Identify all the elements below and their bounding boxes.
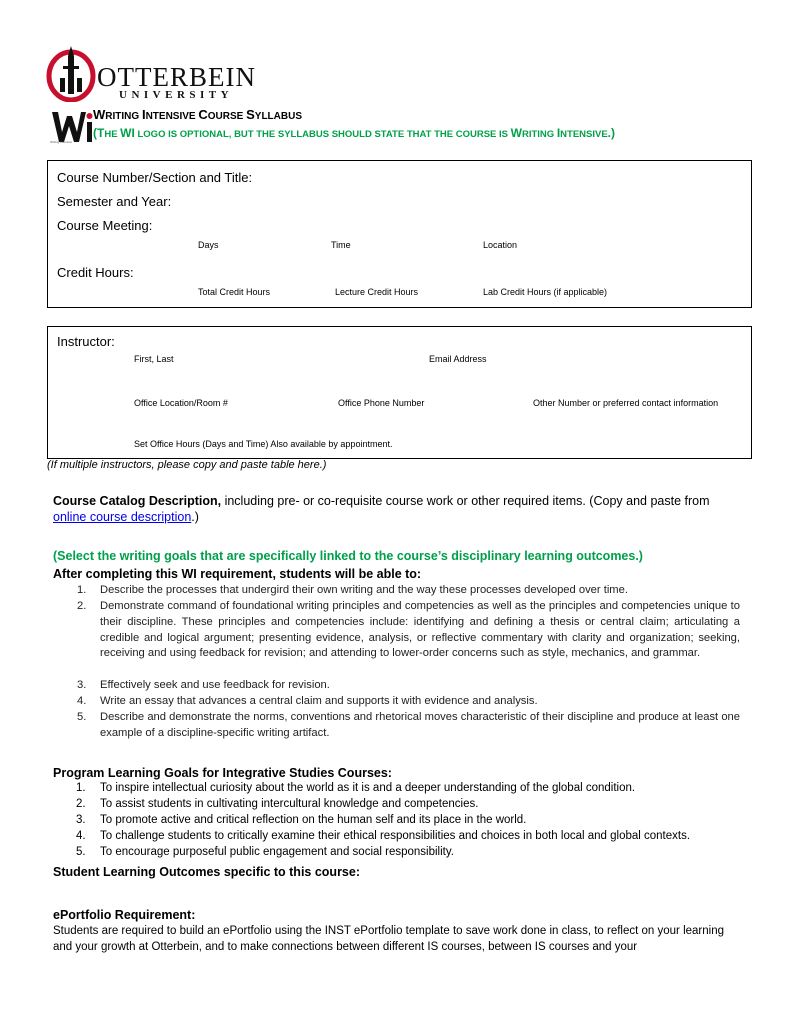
office-hours[interactable]: Set Office Hours (Days and Time) Also available by appointment. bbox=[134, 439, 393, 449]
list-item-number: 5. bbox=[77, 711, 87, 723]
total-credit-hours[interactable]: Total Credit Hours bbox=[198, 287, 271, 297]
meeting-time[interactable]: Time bbox=[331, 240, 351, 250]
course-number-label[interactable]: Course Number/Section and Title: bbox=[57, 170, 253, 185]
wi-logo-caption: Writing Intensive bbox=[50, 140, 73, 144]
program-goals-heading: Program Learning Goals for Integrative Studies Courses: bbox=[53, 766, 392, 780]
instructor-note: (If multiple instructors, please copy and paste table here.) bbox=[47, 459, 327, 471]
list-item-number: 2. bbox=[77, 600, 87, 612]
list-item: To inspire intellectual curiosity about the world as it is and a deeper understanding of the global condition. bbox=[100, 782, 636, 794]
instructor-info-box bbox=[47, 326, 752, 459]
slo-heading: Student Learning Outcomes specific to this course: bbox=[53, 865, 360, 879]
list-item: Effectively seek and use feedback for revision. bbox=[100, 679, 330, 691]
course-info-box bbox=[47, 160, 752, 308]
list-item-number: 3. bbox=[76, 814, 86, 826]
lecture-credit-hours[interactable]: Lecture Credit Hours bbox=[335, 287, 419, 297]
list-item-number: 4. bbox=[77, 695, 87, 707]
eportfolio-heading: ePortfolio Requirement: bbox=[53, 908, 196, 922]
otterbein-logo-icon bbox=[46, 44, 96, 102]
list-item: Write an essay that advances a central claim and supports it with evidence and analysis. bbox=[100, 695, 538, 707]
meeting-days[interactable]: Days bbox=[198, 240, 219, 250]
office-phone[interactable]: Office Phone Number bbox=[338, 398, 425, 408]
list-item: Describe the processes that undergird their own writing and the way these processes developed over time. bbox=[100, 584, 628, 596]
list-item-number: 1. bbox=[77, 584, 87, 596]
list-item: To encourage purposeful public engagement and social responsibility. bbox=[100, 846, 454, 858]
office-location[interactable]: Office Location/Room # bbox=[134, 398, 228, 408]
list-item-number: 2. bbox=[76, 798, 86, 810]
brand-name: OTTERBEIN bbox=[97, 62, 256, 92]
wi-logo-note: (THE WI LOGO IS OPTIONAL, BUT THE SYLLABUS SHOULD STATE THAT THE COURSE IS WRITING INTENSIVE.) bbox=[93, 126, 616, 140]
list-item-number: 4. bbox=[76, 830, 86, 842]
list-item: To challenge students to critically examine their ethical responsibilities and choices in both local and global contexts. bbox=[100, 830, 691, 842]
list-item: Demonstrate command of foundational writing principles and competencies as well as the principles and competencies unique to their discipline. These principles and competencies include: identifying and defining a thesis or central claim; articulating a credible and logical argument; presenting evidence, analysis, or reflective commentary with clarity and organization; seeking, receiving and using feedback for revision; and attending to lower-order concerns such as style, mechanics, and grammar. bbox=[100, 600, 740, 660]
eportfolio-text: Students are required to build an ePortfolio using the INST ePortfolio template to save work done in class, to reflect on your learning and your growth at Otterbein, and to make connections between different IS courses, between IS courses and your bbox=[53, 925, 724, 953]
catalog-after-link: .) bbox=[191, 510, 199, 524]
catalog-heading: Course Catalog Description, bbox=[53, 494, 222, 508]
lab-credit-hours[interactable]: Lab Credit Hours (if applicable) bbox=[483, 287, 608, 297]
other-contact[interactable]: Other Number or preferred contact information bbox=[533, 398, 719, 408]
document-title: WRITING INTENSIVE COURSE SYLLABUS bbox=[93, 107, 303, 122]
semester-label[interactable]: Semester and Year: bbox=[57, 194, 172, 209]
instructor-email[interactable]: Email Address bbox=[429, 354, 487, 364]
instructor-label[interactable]: Instructor: bbox=[57, 334, 115, 349]
catalog-text: including pre- or co-requisite course work or other required items. (Copy and paste from bbox=[221, 494, 710, 508]
brand-subtitle: UNIVERSITY bbox=[119, 89, 234, 101]
list-item-number: 1. bbox=[76, 782, 86, 794]
select-goals-note: (Select the writing goals that are specifically linked to the course’s disciplinary learning outcomes.) bbox=[53, 549, 643, 563]
list-item-number: 3. bbox=[77, 679, 87, 691]
wi-goals-heading: After completing this WI requirement, students will be able to: bbox=[53, 567, 422, 581]
list-item-number: 5. bbox=[76, 846, 86, 858]
list-item: To assist students in cultivating intercultural knowledge and competencies. bbox=[100, 798, 479, 810]
meeting-location[interactable]: Location bbox=[483, 240, 518, 250]
online-course-description-link[interactable]: online course description bbox=[53, 510, 192, 524]
course-meeting-label[interactable]: Course Meeting: bbox=[57, 218, 153, 233]
catalog-description bbox=[53, 493, 753, 525]
list-item: Describe and demonstrate the norms, conventions and rhetorical moves characteristic of their discipline and produce at least one example of a discipline-specific writing artifact. bbox=[100, 711, 740, 739]
credit-hours-label[interactable]: Credit Hours: bbox=[57, 265, 134, 280]
instructor-name[interactable]: First, Last bbox=[134, 354, 174, 364]
list-item: To promote active and critical reflection on the human self and its place in the world. bbox=[100, 814, 527, 826]
